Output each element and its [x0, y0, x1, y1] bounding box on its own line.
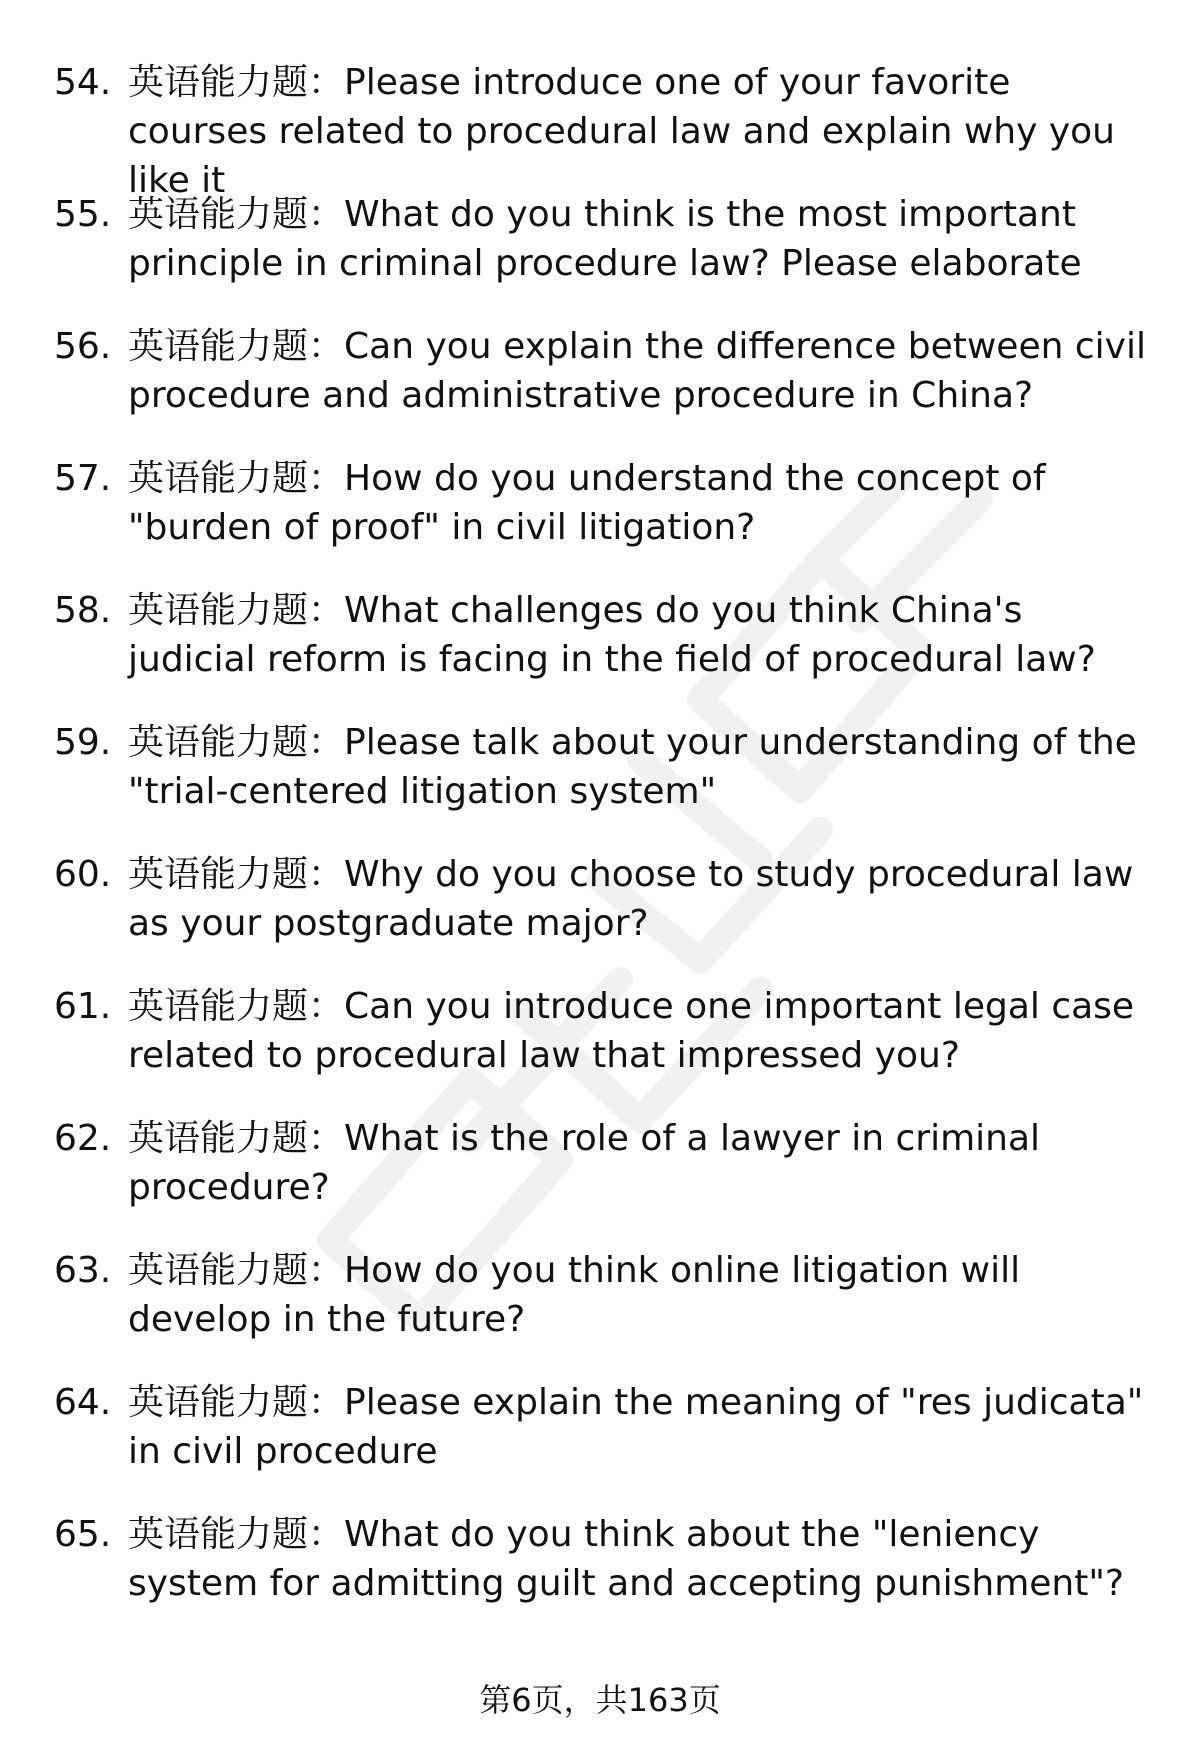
question-text: How do you understand the concept of "burden of proof" in civil litigation?: [128, 458, 1046, 548]
question-text: How do you think online litigation will develop in the future?: [128, 1250, 1021, 1340]
question-tag: 英语能力题：: [128, 1382, 345, 1423]
question-body: [128, 58, 1160, 205]
question-item: [0, 718, 1200, 850]
question-item: [0, 322, 1200, 454]
question-tag: 英语能力题：: [128, 986, 345, 1027]
question-text: Can you explain the difference between civil procedure and administrative procedure in China?: [128, 326, 1146, 416]
question-text: What is the role of a lawyer in criminal procedure?: [128, 1118, 1041, 1208]
question-number: 57.: [54, 458, 112, 499]
question-tag: 英语能力题：: [128, 590, 345, 631]
question-body: [128, 322, 1160, 420]
question-tag: 英语能力题：: [128, 1514, 345, 1555]
question-tag: 英语能力题：: [128, 62, 345, 103]
question-number: 54.: [54, 62, 112, 103]
question-list: [0, 58, 1200, 1642]
question-number: 65.: [54, 1514, 112, 1555]
question-text: Why do you choose to study procedural law as your postgraduate major?: [128, 854, 1134, 944]
question-body: [128, 850, 1160, 948]
question-number: 63.: [54, 1250, 112, 1291]
question-item: [0, 982, 1200, 1114]
question-tag: 英语能力题：: [128, 326, 345, 367]
question-item: [0, 454, 1200, 586]
question-number: 60.: [54, 854, 112, 895]
question-tag: 英语能力题：: [128, 722, 345, 763]
question-number: 62.: [54, 1118, 112, 1159]
page-number-label: 第6页，共163页: [479, 1681, 721, 1719]
question-text: What challenges do you think China's judicial reform is facing in the field of procedural law?: [128, 590, 1096, 680]
question-item: [0, 58, 1200, 201]
page-footer: [0, 1680, 1200, 1720]
question-body: [128, 982, 1160, 1080]
question-number: 64.: [54, 1382, 112, 1423]
question-number: 55.: [54, 194, 112, 235]
question-tag: 英语能力题：: [128, 1118, 345, 1159]
question-text: What do you think about the "leniency system for admitting guilt and accepting punishment"?: [128, 1514, 1125, 1604]
question-body: [128, 718, 1160, 816]
question-text: Please introduce one of your favorite courses related to procedural law and explain why you like it: [128, 62, 1115, 201]
question-item: [0, 190, 1200, 322]
question-number: 61.: [54, 986, 112, 1027]
question-text: Please explain the meaning of "res judicata" in civil procedure: [128, 1382, 1144, 1472]
question-text: What do you think is the most important principle in criminal procedure law? Please elaborate: [128, 194, 1082, 284]
question-body: [128, 190, 1160, 288]
question-number: 56.: [54, 326, 112, 367]
question-body: [128, 1246, 1160, 1344]
question-number: 58.: [54, 590, 112, 631]
question-body: [128, 1510, 1160, 1608]
question-tag: 英语能力题：: [128, 458, 345, 499]
question-body: [128, 454, 1160, 552]
question-item: [0, 850, 1200, 982]
question-item: [0, 1246, 1200, 1378]
question-item: [0, 1510, 1200, 1642]
question-body: [128, 1378, 1160, 1476]
question-item: [0, 1114, 1200, 1246]
question-body: [128, 586, 1160, 684]
question-tag: 英语能力题：: [128, 194, 345, 235]
question-item: [0, 586, 1200, 718]
question-body: [128, 1114, 1160, 1212]
question-tag: 英语能力题：: [128, 1250, 345, 1291]
question-text: Please talk about your understanding of the "trial-centered litigation system": [128, 722, 1137, 812]
question-text: Can you introduce one important legal case related to procedural law that impressed you?: [128, 986, 1135, 1076]
question-item: [0, 1378, 1200, 1510]
question-tag: 英语能力题：: [128, 854, 345, 895]
question-number: 59.: [54, 722, 112, 763]
